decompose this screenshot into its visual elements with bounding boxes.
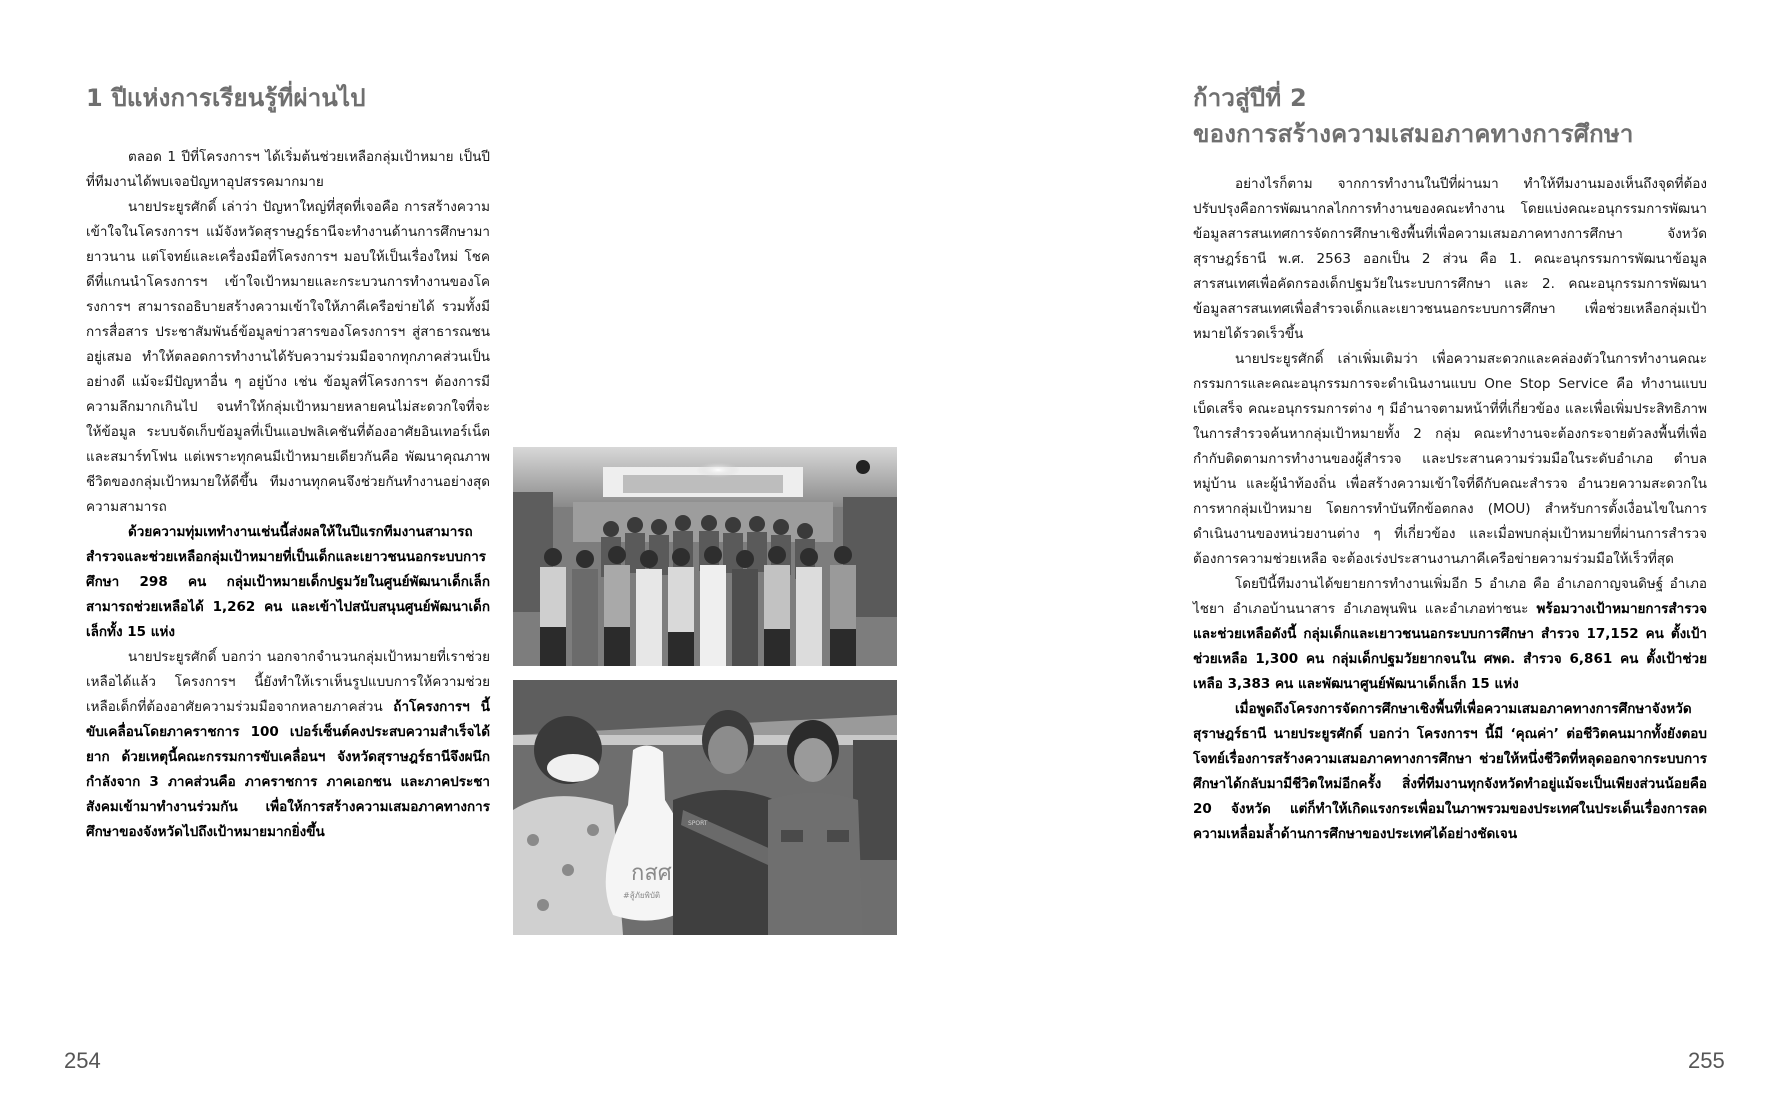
shirt-text: SPORT: [688, 820, 708, 827]
right-paragraph-4: เมื่อพูดถึงโครงการจัดการศึกษาเชิงพื้นที่เพื่อความเสมอภาคทางการศึกษาจังหวัดสุราษฎร์ธานี นายประยูรศักดิ์ บอกว่า โครงการฯ นี้มี ‘คุณค่า’ ต่อชีวิตคนมากทั้งยังตอบโจทย์เรื่องการสร้างความเสมอภาคทางการศึกษา ช่วยให้หนึ่งชีวิตที่หลุดออกจากระบบการศึกษาได้กลับมามีชีวิตใหม่อีกครั้ง สิ่งที่ทีมงานทุกจังหวัดทำอยู่แม้จะเป็นเพียงส่วนน้อยคือ 20 จังหวัด แต่ก็ทำให้เกิดแรงกระเพื่อมในภาพรวมของประเทศในประเด็นเรื่องการลดความเหลื่อมล้ำด้านการศึกษาของประเทศได้อย่างชัดเจน: [1193, 701, 1707, 842]
right-page-title-line-1: ก้าวสู่ปีที่ 2: [1193, 84, 1307, 112]
donation-photo: [513, 680, 897, 935]
right-paragraph-3: โดยปีนี้ทีมงานได้ขยายการทำงานเพิ่มอีก 5 อำเภอ คือ อำเภอกาญจนดิษฐ์ อำเภอไชยา อำเภอบ้านนาสาร อำเภอพุนพิน และอำเภอท่าชนะ พร้อมวางเป้าหมายการสำรวจและช่วยเหลือดังนี้ กลุ่มเด็กและเยาวชนนอกระบบการศึกษา สำรวจ 17,152 คน ตั้งเป้าช่วยเหลือ 1,300 คน กลุ่มเด็กปฐมวัยยากจนใน ศพด. สำรวจ 6,861 คน ตั้งเป้าช่วยเหลือ 3,383 คน และพัฒนาศูนย์พัฒนาเด็กเล็ก 15 แห่ง: [1193, 576, 1707, 692]
right-paragraph-1: อย่างไรก็ตาม จากการทำงานในปีที่ผ่านมา ทำให้ทีมงานมองเห็นถึงจุดที่ต้องปรับปรุงคือการพัฒนากลไกการทำงานของคณะทำงาน โดยแบ่งคณะอนุกรรมการพัฒนาข้อมูลสารสนเทศการจัดการศึกษาเชิงพื้นที่เพื่อความเสมอภาคทางการศึกษา จังหวัดสุราษฎร์ธานี พ.ศ. 2563 ออกเป็น 2 ส่วน คือ 1. คณะอนุกรรมการพัฒนาข้อมูลสารสนเทศเพื่อคัดกรองเด็กปฐมวัยในระบบการศึกษา และ 2. คณะอนุกรรมการพัฒนาข้อมูลสารสนเทศเพื่อสำรวจเด็กและเยาวชนนอกระบบการศึกษา เพื่อช่วยเหลือกลุ่มเป้าหมายได้รวดเร็วขึ้น: [1193, 176, 1707, 342]
left-paragraph-3: ด้วยความทุ่มเททำงานเช่นนี้ส่งผลให้ในปีแรกทีมงานสามารถสำรวจและช่วยเหลือกลุ่มเป้าหมายที่เป็นเด็กและเยาวชนนอกระบบการศึกษา 298 คน กลุ่มเป้าหมายเด็กปฐมวัยในศูนย์พัฒนาเด็กเล็กสามารถช่วยเหลือได้ 1,262 คน และเข้าไปสนับสนุนศูนย์พัฒนาเด็กเล็กทั้ง 15 แห่ง: [86, 524, 490, 640]
bag-logo-text: กสศ: [631, 861, 672, 886]
left-page-title: 1 ปีแห่งการเรียนรู้ที่ผ่านไป: [86, 84, 366, 112]
right-page-number: 255: [1688, 1048, 1725, 1073]
right-page-title: [1193, 80, 1634, 152]
right-page-title-line-2: ของการสร้างความเสมอภาคทางการศึกษา: [1193, 120, 1634, 148]
left-paragraph-2: นายประยูรศักดิ์ เล่าว่า ปัญหาใหญ่ที่สุดที่เจอคือ การสร้างความเข้าใจในโครงการฯ แม้จังหวัดสุราษฎร์ธานีจะทำงานด้านการศึกษามายาวนาน แต่โจทย์และเครื่องมือที่โครงการฯ มอบให้เป็นเรื่องใหม่ โชคดีที่แกนนำโครงการฯ เข้าใจเป้าหมายและกระบวนการทำงานของโครงการฯ สามารถอธิบายสร้างความเข้าใจให้ภาคีเครือข่ายได้ รวมทั้งมีการสื่อสาร ประชาสัมพันธ์ข้อมูลข่าวสารของโครงการฯ สู่สาธารณชนอยู่เสมอ ทำให้ตลอดการทำงานได้รับความร่วมมือจากทุกภาคส่วนเป็นอย่างดี แม้จะมีปัญหาอื่น ๆ อยู่บ้าง เช่น ข้อมูลที่โครงการฯ ต้องการมีความลึกมากเกินไป จนทำให้กลุ่มเป้าหมายหลายคนไม่สะดวกใจที่จะให้ข้อมูล ระบบจัดเก็บข้อมูลที่เป็นแอปพลิเคชันที่ต้องอาศัยอินเทอร์เน็ตและสมาร์ทโฟน แต่เพราะทุกคนมีเป้าหมายเดียวกันคือ พัฒนาคุณภาพชีวิตของกลุ่มเป้าหมายให้ดีขึ้น ทีมงานทุกคนจึงช่วยกันทำงานอย่างสุดความสามารถ: [86, 199, 490, 515]
left-page-body: [86, 145, 490, 845]
right-paragraph-2: นายประยูรศักดิ์ เล่าเพิ่มเติมว่า เพื่อความสะดวกและคล่องตัวในการทำงานคณะกรรมการและคณะอนุกรรมการจะดำเนินงานแบบ One Stop Service คือ ทำงานแบบเบ็ดเสร็จ คณะอนุกรรมการต่าง ๆ มีอำนาจตามหน้าที่ที่เกี่ยวข้อง และเพื่อเพิ่มประสิทธิภาพในการสำรวจค้นหากลุ่มเป้าหมายทั้ง 2 กลุ่ม คณะทำงานจะต้องกระจายตัวลงพื้นที่เพื่อกำกับติดตามการทำงานของผู้สำรวจ และประสานความร่วมมือในระดับอำเภอ ตำบล หมู่บ้าน และผู้นำท้องถิ่น เพื่อสร้างความเข้าใจที่ดีกับคณะสำรวจ อำนวยความสะดวกในการหากลุ่มเป้าหมาย โดยการทำบันทึกข้อตกลง (MOU) สำหรับการตั้งเงื่อนไขในการดำเนินงานของหน่วยงานต่าง ๆ ที่เกี่ยวข้อง และเมื่อพบกลุ่มเป้าหมายที่ผ่านการสำรวจต้องการความช่วยเหลือ จะต้องเร่งประสานงานภาคีเครือข่ายความร่วมมือให้เร็วที่สุด: [1193, 351, 1707, 567]
left-page-number: 254: [64, 1048, 101, 1073]
bag-hashtag-text: #สู้ภัยพิบัติ: [623, 891, 661, 900]
right-page-body: [1193, 172, 1707, 847]
group-photo: [513, 447, 897, 666]
left-paragraph-1: ตลอด 1 ปีที่โครงการฯ ได้เริ่มต้นช่วยเหลือกลุ่มเป้าหมาย เป็นปีที่ทีมงานได้พบเจอปัญหาอุปสรรคมากมาย: [86, 149, 490, 190]
left-paragraph-4: นายประยูรศักดิ์ บอกว่า นอกจากจำนวนกลุ่มเป้าหมายที่เราช่วยเหลือได้แล้ว โครงการฯ นี้ยังทำให้เราเห็นรูปแบบการให้ความช่วยเหลือเด็กที่ต้องอาศัยความร่วมมือจากหลายภาคส่วน ถ้าโครงการฯ นี้ขับเคลื่อนโดยภาคราชการ 100 เปอร์เซ็นต์คงประสบความสำเร็จได้ยาก ด้วยเหตุนี้คณะกรรมการขับเคลื่อนฯ จังหวัดสุราษฎร์ธานีจึงผนึกกำลังจาก 3 ภาคส่วนคือ ภาคราชการ ภาคเอกชน และภาคประชาสังคมเข้ามาทำงานร่วมกัน เพื่อให้การสร้างความเสมอภาคทางการศึกษาของจังหวัดไปถึงเป้าหมายมากยิ่งขึ้น: [86, 649, 490, 840]
